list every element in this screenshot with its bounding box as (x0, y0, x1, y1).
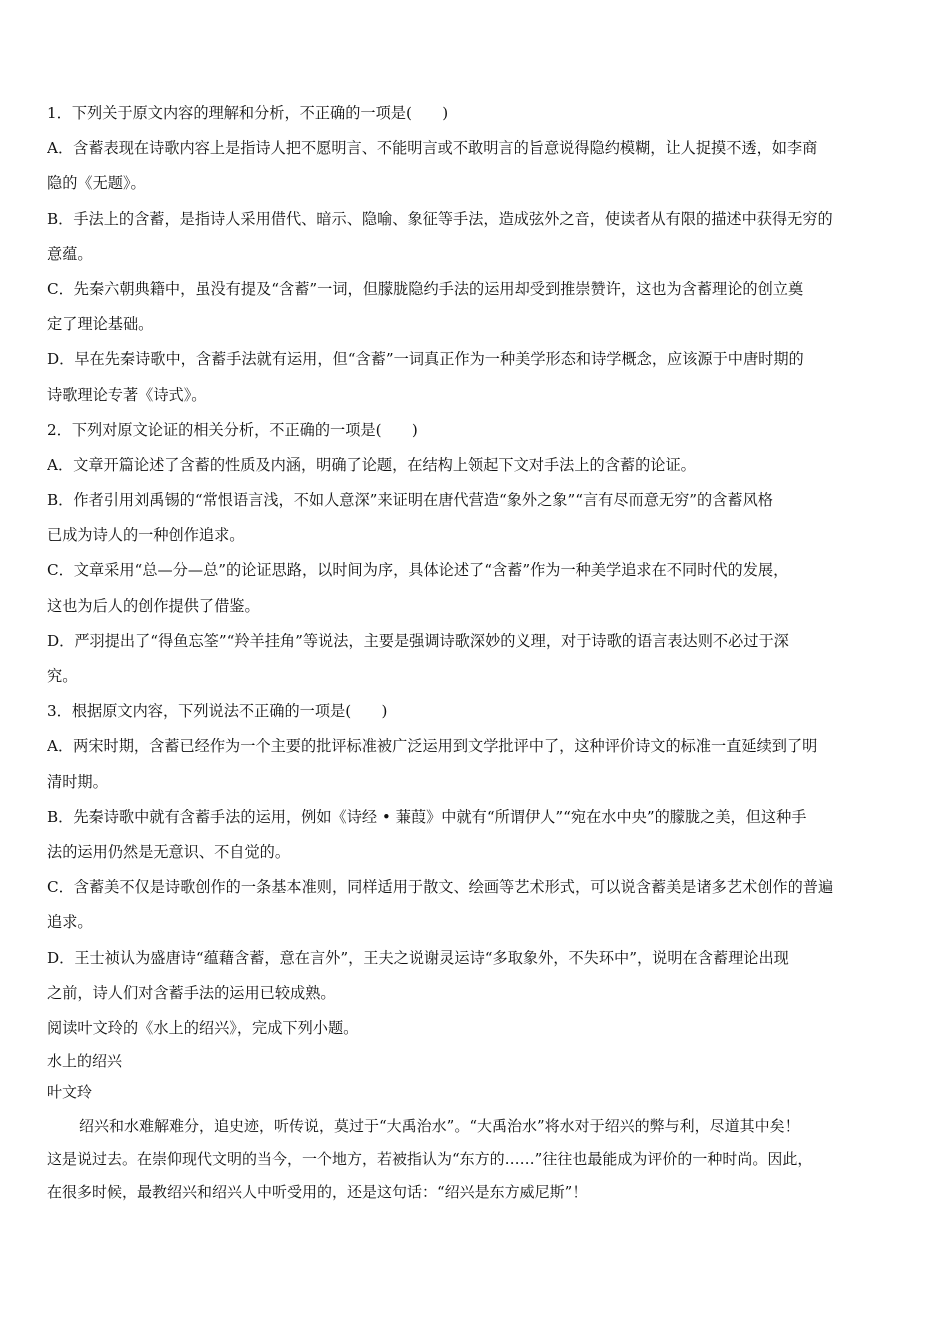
option-line: 之前，诗人们对含蓄手法的运用已较成熟。 (47, 983, 336, 1002)
option-line: 追求。 (47, 913, 93, 932)
option-a (47, 131, 907, 201)
option-line: 清时期。 (47, 772, 108, 791)
document-page (47, 96, 907, 1209)
question-stem: 2．下列对原文论证的相关分析，不正确的一项是( ) (47, 420, 418, 439)
option-b (47, 800, 907, 870)
option-line: 究。 (47, 667, 78, 685)
option-line: 法的运用仍然是无意识、不自觉的。 (47, 842, 290, 861)
option-d (47, 342, 907, 412)
option-line: 意蕴。 (47, 244, 93, 263)
story-author: 叶文玲 (47, 1083, 93, 1102)
option-a (47, 448, 907, 483)
option-line: 已成为诗人的一种创作追求。 (47, 526, 245, 545)
option-c (47, 553, 907, 623)
option-c (47, 870, 907, 940)
option-b (47, 202, 907, 272)
story-title: 水上的绍兴 (47, 1052, 123, 1071)
option-line: B．先秦诗歌中就有含蓄手法的运用，例如《诗经 • 蒹葭》中就有“所谓伊人”“宛在水中央”的朦胧之美，但这种手 (47, 807, 807, 826)
story-line: 绍兴和水难解难分，追史迹，听传说，莫过于“大禹治水”。“大禹治水”将水对于绍兴的弊与利，尽道其中矣！ (79, 1117, 800, 1136)
question-3 (47, 694, 907, 1011)
option-line: D．王士祯认为盛唐诗“蕴藉含蓄，意在言外”，王夫之说谢灵运诗“多取象外，不失环中”，说明在含蓄理论出现 (47, 948, 789, 967)
reading-intro: 阅读叶文玲的《水上的绍兴》，完成下列小题。 (47, 1018, 359, 1037)
option-line: 这也为后人的创作提供了借鉴。 (47, 596, 260, 615)
option-line: C．文章采用“总—分—总”的论证思路，以时间为序，具体论述了“含蓄”作为一种美学追求在不同时代的发展， (47, 561, 789, 580)
option-line: D．严羽提出了“得鱼忘筌”“羚羊挂角”等说法，主要是强调诗歌深妙的义理，对于诗歌的语言表达则不必过于深 (47, 631, 789, 650)
option-c (47, 272, 907, 342)
option-d (47, 941, 907, 1011)
story-paragraph (47, 1110, 907, 1209)
question-stem: 3．根据原文内容，下列说法不正确的一项是( ) (47, 702, 388, 721)
question-stem: 1．下列关于原文内容的理解和分析，不正确的一项是( ) (47, 104, 449, 122)
option-line: B．作者引用刘禹锡的“常恨语言浅，不如人意深”来证明在唐代营造“象外之象”“言有尽而意无穷”的含蓄风格 (47, 491, 773, 510)
option-line: C．含蓄美不仅是诗歌创作的一条基本准则，同样适用于散文、绘画等艺术形式，可以说含蓄美是诸多艺术创作的普遍 (47, 878, 834, 897)
option-a (47, 729, 907, 799)
story-line: 在很多时候，最教绍兴和绍兴人中听受用的，还是这句话：“绍兴是东方威尼斯”！ (47, 1183, 588, 1202)
question-1 (47, 96, 907, 413)
option-line: A．文章开篇论述了含蓄的性质及内涵，明确了论题，在结构上领起下文对手法上的含蓄的论证。 (47, 455, 696, 474)
option-line: A．含蓄表现在诗歌内容上是指诗人把不愿明言、不能明言或不敢明言的旨意说得隐约模糊，让人捉摸不透，如李商 (47, 139, 818, 158)
question-2 (47, 413, 907, 695)
option-line: C．先秦六朝典籍中，虽没有提及“含蓄”一词，但朦胧隐约手法的运用却受到推崇赞许，这也为含蓄理论的创立奠 (47, 279, 804, 298)
story-line: 这是说过去。在崇仰现代文明的当今，一个地方，若被指认为“东方的……”往往也最能成为评价的一种时尚。因此， (47, 1150, 813, 1169)
option-b (47, 483, 907, 553)
option-line: A．两宋时期，含蓄已经作为一个主要的批评标准被广泛运用到文学批评中了，这种评价诗文的标准一直延续到了明 (47, 737, 818, 756)
option-line: 诗歌理论专著《诗式》。 (47, 385, 207, 404)
option-line: 隐的《无题》。 (47, 174, 146, 193)
option-line: 定了理论基础。 (47, 315, 154, 334)
option-line: D．早在先秦诗歌中，含蓄手法就有运用，但“含蓄”一词真正作为一种美学形态和诗学概念，应该源于中唐时期的 (47, 350, 804, 369)
option-d (47, 624, 907, 694)
option-line: B．手法上的含蓄，是指诗人采用借代、暗示、隐喻、象征等手法，造成弦外之音，使读者从有限的描述中获得无穷的 (47, 209, 833, 228)
